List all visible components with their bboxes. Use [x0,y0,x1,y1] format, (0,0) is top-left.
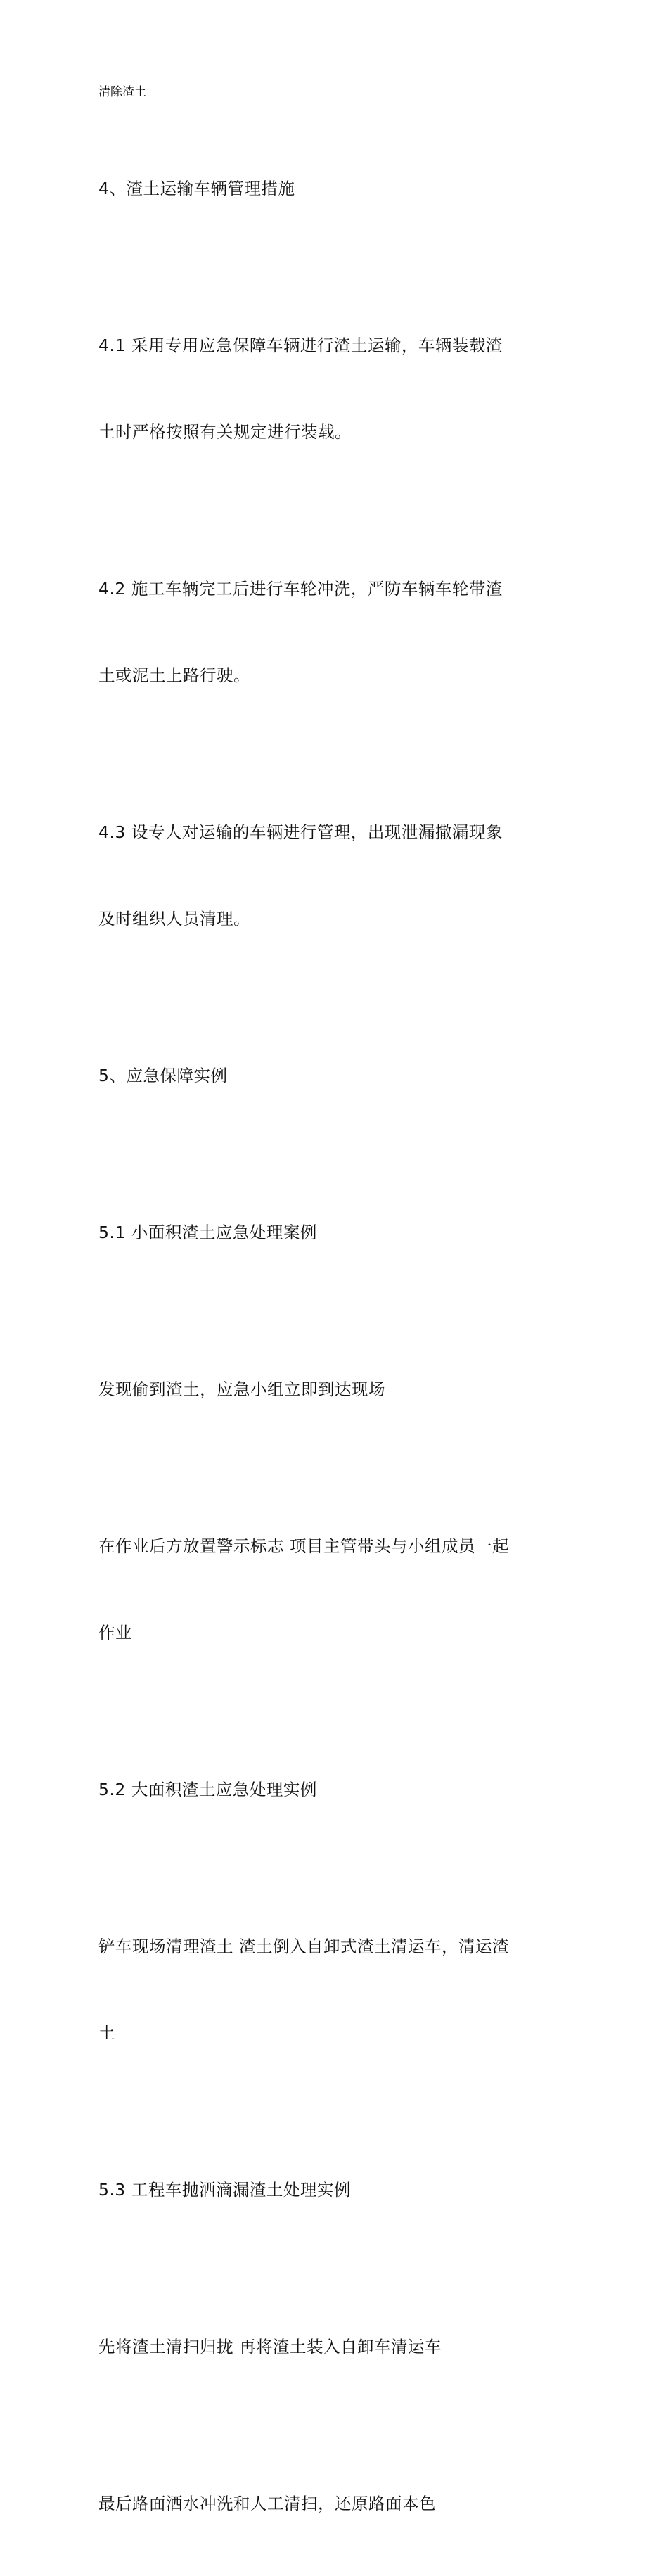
text-line: 5.3 工程车抛洒滴漏渣土处理实例 [98,2180,351,2200]
section-heading-4 [98,117,570,261]
subheading-5-1 [98,1161,570,1305]
text-line: 先将渣土清扫归拢 再将渣土装入自卸车清运车 [98,2337,442,2357]
text-line: 4.2 施工车辆完工后进行车轮冲洗，严防车辆车轮带渣 [98,579,503,599]
text-line: 作业 [98,1623,132,1643]
text-line: 最后路面洒水冲洗和人工清扫，还原路面本色 [98,2494,436,2513]
spacer [98,1305,570,1318]
text-line: 5.1 小面积渣土应急处理案例 [98,1223,317,1242]
paragraph-5-3-a [98,2275,570,2419]
subheading-5-2 [98,1718,570,1862]
text-line: 4.3 设专人对运输的车辆进行管理，出现泄漏撒漏现象 [98,822,503,842]
text-line: 及时组织人员清理。 [98,909,250,929]
text-line: 在作业后方放置警示标志 项目主管带头与小组成员一起 [98,1536,509,1556]
section-heading-5 [98,1004,570,1148]
paragraph-4-1 [98,274,570,504]
text-line: 铲车现场清理渣土 渣土倒入自卸式渣土清运车，清运渣 [98,1937,509,1956]
spacer [98,504,570,517]
spacer [98,991,570,1004]
text-line: 土时严格按照有关规定进行装载。 [98,422,352,442]
text-line: 土或泥土上路行驶。 [98,665,250,685]
paragraph-4-3 [98,760,570,991]
spacer [98,261,570,274]
spacer [98,1148,570,1161]
paragraph-5-2 [98,1875,570,2105]
spacer [98,2105,570,2118]
document-body [98,80,570,2576]
text-line: 土 [98,2023,115,2043]
text-line: 5、应急保障实例 [98,1066,228,1085]
subheading-5-3 [98,2118,570,2262]
spacer [98,1705,570,1718]
text-line: 4、渣土运输车辆管理措施 [98,179,295,198]
spacer [98,1462,570,1474]
continued-line: 清除渣土 [98,85,146,99]
spacer [98,2262,570,2275]
text-line: 4.1 采用专用应急保障车辆进行渣土运输，车辆装载渣 [98,336,503,355]
spacer [98,104,570,117]
paragraph-5-1-b [98,1474,570,1705]
text-line: 发现偷到渣土，应急小组立即到达现场 [98,1379,385,1399]
paragraph-5-3-b [98,2432,570,2576]
text-line: 5.2 大面积渣土应急处理实例 [98,1780,317,1799]
spacer [98,2419,570,2432]
spacer [98,1862,570,1875]
paragraph-4-2 [98,517,570,748]
paragraph-5-1-a [98,1318,570,1462]
spacer [98,748,570,760]
